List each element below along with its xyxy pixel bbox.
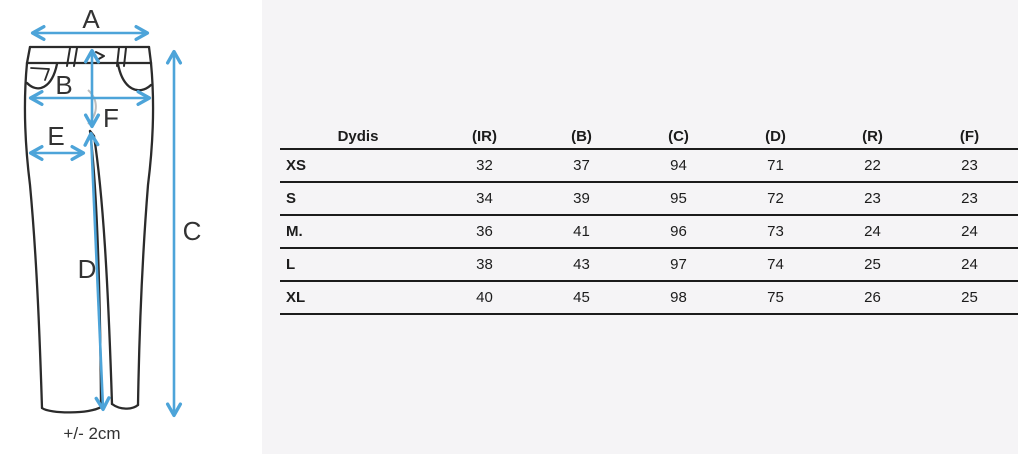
value-cell: 25 bbox=[921, 281, 1018, 314]
col-header-dydis: Dydis bbox=[280, 125, 436, 149]
size-cell: XS bbox=[280, 149, 436, 182]
col-header-r: (R) bbox=[824, 125, 921, 149]
value-cell: 25 bbox=[824, 248, 921, 281]
outer-seam-right bbox=[138, 63, 153, 405]
hem-left bbox=[42, 407, 101, 412]
value-cell: 39 bbox=[533, 182, 630, 215]
size-cell: XL bbox=[280, 281, 436, 314]
value-cell: 74 bbox=[727, 248, 824, 281]
value-cell: 41 bbox=[533, 215, 630, 248]
value-cell: 72 bbox=[727, 182, 824, 215]
col-header-ir: (IR) bbox=[436, 125, 533, 149]
value-cell: 22 bbox=[824, 149, 921, 182]
value-cell: 34 bbox=[436, 182, 533, 215]
measure-label-d: D bbox=[77, 254, 97, 284]
table-header-row bbox=[280, 125, 1018, 149]
tolerance-note: +/- 2cm bbox=[63, 424, 121, 443]
value-cell: 24 bbox=[921, 215, 1018, 248]
value-cell: 24 bbox=[921, 248, 1018, 281]
size-cell: L bbox=[280, 248, 436, 281]
value-cell: 98 bbox=[630, 281, 727, 314]
value-cell: 23 bbox=[921, 182, 1018, 215]
col-header-c: (C) bbox=[630, 125, 727, 149]
pants-outline bbox=[25, 47, 153, 412]
table-row-s bbox=[280, 182, 1018, 215]
measure-label-a: A bbox=[82, 4, 100, 34]
hem-right bbox=[112, 404, 138, 409]
value-cell: 36 bbox=[436, 215, 533, 248]
value-cell: 94 bbox=[630, 149, 727, 182]
col-header-d: (D) bbox=[727, 125, 824, 149]
measure-label-b: B bbox=[55, 70, 73, 100]
value-cell: 45 bbox=[533, 281, 630, 314]
coin-pocket bbox=[31, 68, 49, 80]
size-cell: S bbox=[280, 182, 436, 215]
measure-label-f: F bbox=[103, 103, 119, 133]
size-cell: M. bbox=[280, 215, 436, 248]
value-cell: 23 bbox=[824, 182, 921, 215]
value-cell: 43 bbox=[533, 248, 630, 281]
pants-measurement-diagram-panel bbox=[0, 0, 262, 454]
size-table-panel bbox=[262, 0, 1018, 454]
value-cell: 95 bbox=[630, 182, 727, 215]
table-row-xl bbox=[280, 281, 1018, 314]
outer-seam-left bbox=[25, 63, 42, 408]
measure-label-c: C bbox=[182, 216, 202, 246]
value-cell: 96 bbox=[630, 215, 727, 248]
col-header-f: (F) bbox=[921, 125, 1018, 149]
value-cell: 32 bbox=[436, 149, 533, 182]
value-cell: 40 bbox=[436, 281, 533, 314]
size-table bbox=[280, 125, 1018, 315]
value-cell: 24 bbox=[824, 215, 921, 248]
table-row-xs bbox=[280, 149, 1018, 182]
value-cell: 97 bbox=[630, 248, 727, 281]
value-cell: 73 bbox=[727, 215, 824, 248]
col-header-b: (B) bbox=[533, 125, 630, 149]
pocket-right bbox=[118, 64, 151, 90]
value-cell: 38 bbox=[436, 248, 533, 281]
value-cell: 23 bbox=[921, 149, 1018, 182]
value-cell: 75 bbox=[727, 281, 824, 314]
measure-label-e: E bbox=[47, 121, 65, 151]
value-cell: 37 bbox=[533, 149, 630, 182]
waist-button-mark bbox=[96, 52, 104, 60]
value-cell: 26 bbox=[824, 281, 921, 314]
table-row-l bbox=[280, 248, 1018, 281]
value-cell: 71 bbox=[727, 149, 824, 182]
pants-measurement-diagram bbox=[0, 0, 262, 454]
table-row-m bbox=[280, 215, 1018, 248]
